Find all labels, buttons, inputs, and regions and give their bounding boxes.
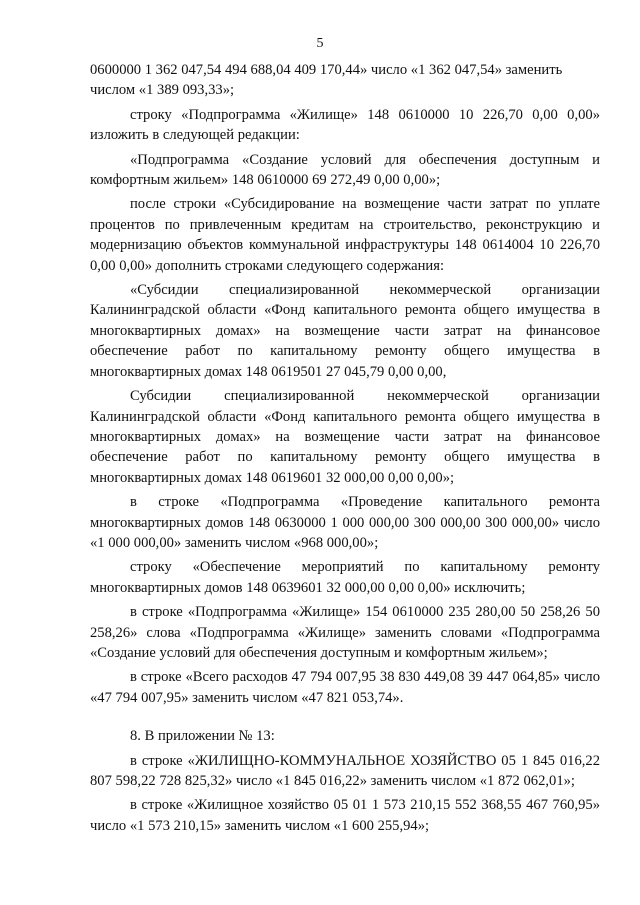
paragraph-1: 0600000 1 362 047,54 494 688,04 409 170,44» число «1 362 047,54» заменить числом «1 389 093,33»; [90, 62, 563, 99]
paragraph-12: в строке «ЖИЛИЩНО-КОММУНАЛЬНОЕ ХОЗЯЙСТВО 05 1 845 016,22 807 598,22 728 825,32» число «1 845 016,22» заменить числом «1 872 062,01»; [90, 752, 600, 789]
section-gap [90, 712, 600, 726]
paragraph-6: Субсидии специализированной некоммерческой организации Калининградской области «Фонд капитального ремонта общего имущества в многоквартирных домах» на возмещение части затрат на финансовое обеспечение работ по капитальному ремонту общего имущества в многоквартирных домах 148 0619601 32 000,00 0,00 0,00»; [90, 388, 600, 486]
paragraph-10: в строке «Всего расходов 47 794 007,95 38 830 449,08 39 447 064,85» число «47 794 007,95» заменить числом «47 821 053,74». [90, 669, 600, 706]
paragraph-8: строку «Обеспечение мероприятий по капитальному ремонту многоквартирных домов 148 0639601 32 000,00 0,00 0,00» исключить; [90, 559, 600, 596]
page-number: 5 [316, 36, 324, 51]
document-body [90, 60, 600, 840]
section-heading: 8. В приложении № 13: [130, 728, 275, 745]
paragraph-7: в строке «Подпрограмма «Проведение капитального ремонта многоквартирных домов 148 0630000 1 000 000,00 300 000,00 300 000,00» число «1 000 000,00» заменить числом «968 000,00»; [90, 494, 600, 551]
paragraph-2: строку «Подпрограмма «Жилище» 148 0610000 10 226,70 0,00 0,00» изложить в следующей редакции: [90, 106, 600, 144]
paragraph-9: в строке «Подпрограмма «Жилище» 154 0610000 235 280,00 50 258,26 50 258,26» слова «Подпрограмма «Жилище» заменить словами «Подпрограмма «Создание условий для обеспечения доступным и комфортным жильем»; [90, 604, 600, 661]
paragraph-13: в строке «Жилищное хозяйство 05 01 1 573 210,15 552 368,55 467 760,95» число «1 573 210,15» заменить числом «1 600 255,94»; [90, 797, 600, 834]
paragraph-4: после строки «Субсидирование на возмещение части затрат по уплате процентов по привлеченным кредитам на строительство, реконструкцию и модернизацию объектов коммунальной инфраструктуры 148 0614004 10 226,70 0,00 0,00» дополнить строками следующего содержания: [90, 196, 600, 274]
paragraph-3: «Подпрограмма «Создание условий для обеспечения доступным и комфортным жильем» 148 0610000 69 272,49 0,00 0,00»; [90, 151, 600, 189]
paragraph-5: «Субсидии специализированной некоммерческой организации Калининградской области «Фонд капитального ремонта общего имущества в многоквартирных домах» на возмещение части затрат на финансовое обеспечение работ по капитальному ремонту общего имущества в многоквартирных домах 148 0619501 27 045,79 0,00 0,00, [90, 282, 600, 380]
